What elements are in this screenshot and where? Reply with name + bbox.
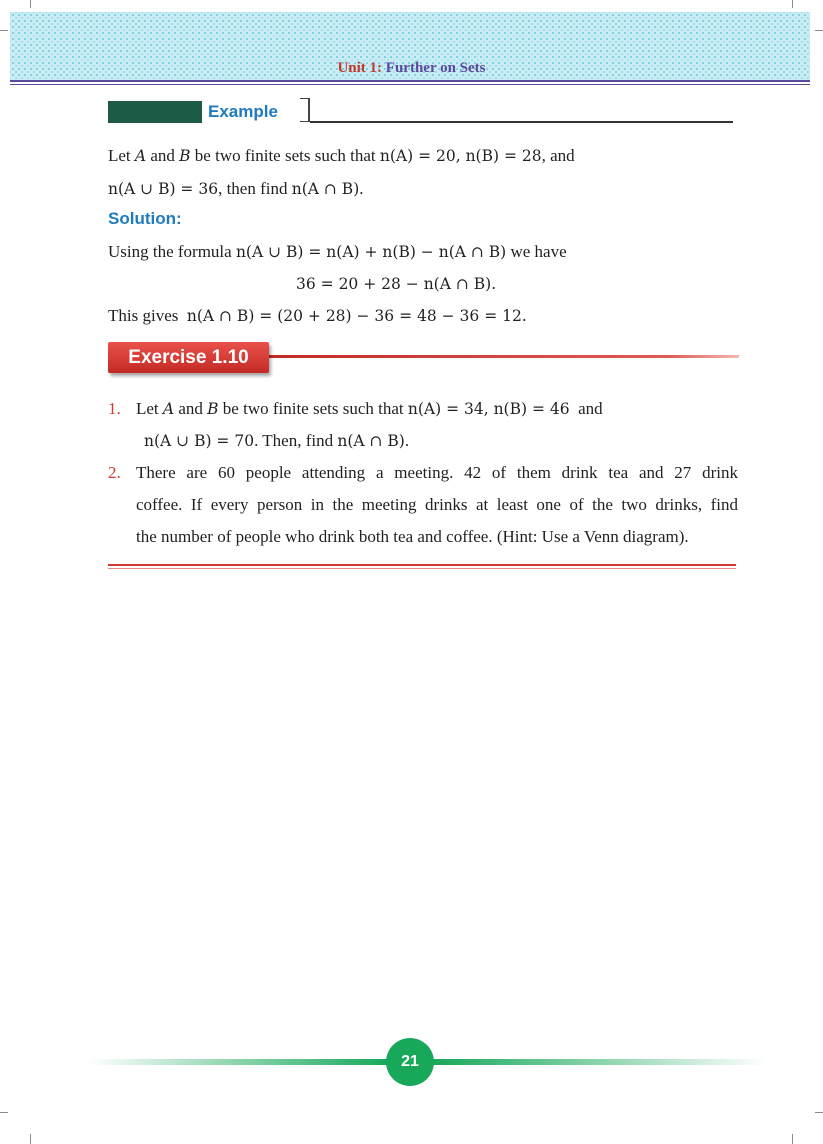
section-end-rule (108, 564, 736, 566)
exercise-item-line: the number of people who drink both tea and coffee. (Hint: Use a Venn diagram). (136, 527, 689, 546)
exercise-item-line (136, 398, 603, 420)
math-expression: n(A ∪ B) = 70 (144, 432, 255, 450)
solution-line (108, 305, 527, 327)
exercise-item-line (144, 430, 409, 452)
example-bracket (300, 98, 310, 122)
example-heading: Example (208, 102, 278, 121)
text: This gives (108, 306, 179, 325)
math-expression: n(A) = 20, n(B) = 28 (379, 147, 542, 165)
header-divider (10, 84, 810, 85)
text: be two finite sets such that (194, 146, 376, 165)
header-unit-label: Unit 1: (337, 60, 383, 76)
example-marker-box (108, 101, 202, 123)
text: . Then, find (254, 431, 334, 450)
math-expression: n(A ∩ B) = (20 + 28) − 36 = 48 − 36 = 12. (186, 307, 527, 325)
text: and (578, 399, 603, 418)
text: Using the formula (108, 242, 232, 261)
text: be two finite sets such that (222, 399, 404, 418)
crop-mark (792, 1134, 793, 1144)
example-rule (310, 121, 733, 123)
footer-line-right (432, 1059, 767, 1065)
text: and (150, 146, 175, 165)
math-expression: n(A ∩ B) (291, 180, 360, 198)
crop-mark (815, 1112, 823, 1113)
header-divider (10, 80, 810, 82)
header-title: Further on Sets (385, 60, 486, 76)
footer-line-left (88, 1059, 388, 1065)
running-header (0, 60, 823, 77)
text: . (404, 431, 410, 450)
text: , and (541, 146, 575, 165)
text: we have (510, 242, 567, 261)
example-problem-line (108, 178, 364, 200)
section-end-rule (108, 568, 736, 569)
text: Let (108, 146, 131, 165)
crop-mark (30, 1134, 31, 1144)
text: and (178, 399, 203, 418)
exercise-item-line: There are 60 people attending a meeting. 42 of them drink tea and 27 drink (136, 463, 738, 482)
set-symbol: A (162, 400, 175, 418)
solution-heading: Solution: (108, 209, 182, 228)
math-expression: n(A ∪ B) = n(A) + n(B) − n(A ∩ B) (235, 243, 507, 261)
math-expression: 36 = 20 + 28 − n(A ∩ B). (296, 275, 497, 293)
solution-line (108, 241, 567, 263)
text: . (359, 179, 364, 198)
exercise-item-line: coffee. If every person in the meeting drinks at least one of the two drinks, find (136, 495, 738, 514)
exercise-item-number: 1. (108, 399, 121, 418)
text: Let (136, 399, 159, 418)
crop-mark (815, 30, 823, 31)
example-problem-line (108, 145, 575, 167)
math-expression: n(A) = 34, n(B) = 46 (407, 400, 570, 418)
exercise-rule (269, 355, 739, 358)
exercise-item-number: 2. (108, 463, 121, 482)
text: , then find (218, 179, 288, 198)
set-symbol: A (134, 147, 147, 165)
math-expression: n(A ∩ B) (337, 432, 405, 450)
set-symbol: B (179, 147, 191, 165)
exercise-heading: Exercise 1.10 (128, 347, 249, 368)
crop-mark (792, 0, 793, 8)
set-symbol: B (207, 400, 219, 418)
math-expression: n(A ∪ B) = 36 (108, 180, 219, 198)
page-number: 21 (386, 1038, 434, 1086)
crop-mark (0, 30, 8, 31)
solution-line (296, 273, 496, 295)
crop-mark (0, 1112, 8, 1113)
crop-mark (30, 0, 31, 8)
